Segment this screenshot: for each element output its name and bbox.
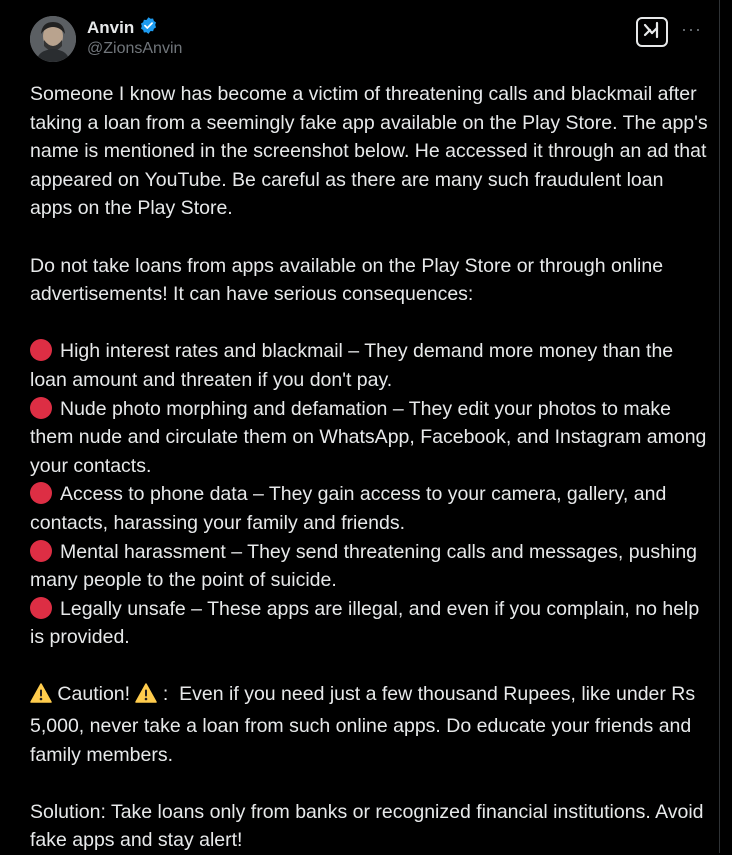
verified-badge-icon: [139, 16, 158, 40]
red-circle-icon: [30, 482, 52, 504]
more-icon: ···: [681, 19, 702, 39]
grok-icon: [642, 20, 662, 45]
author-handle[interactable]: @ZionsAnvin: [87, 40, 183, 57]
more-options-button[interactable]: [681, 20, 702, 38]
list-item: Access to phone data – They gain access to your camera, gallery, and contacts, harassing your family and friends.: [30, 483, 667, 534]
red-circle-icon: [30, 339, 52, 361]
list-item: High interest rates and blackmail – They demand more money than the loan amount and threaten if you don't pay.: [30, 340, 674, 391]
list-item: Nude photo morphing and defamation – They edit your photos to make them nude and circulate them on WhatsApp, Facebook, and Instagram among your contacts.: [30, 397, 707, 477]
red-circle-icon: [30, 540, 52, 562]
warning-icon: [135, 683, 157, 712]
post-text: [30, 80, 710, 855]
post-warning: Do not take loans from apps available on the Play Store or through online advertisements! It can have serious consequences:: [30, 254, 664, 306]
post-solution: Solution: Take loans only from banks or recognized financial institutions. Avoid fake apps and stay alert!: [30, 800, 704, 852]
grok-button[interactable]: [636, 17, 668, 47]
caution-separator: :: [157, 683, 180, 706]
post-intro: Someone I know has become a victim of threatening calls and blackmail after taking a loan from a seemingly fake app available on the Play Store. The app's name is mentioned in the screenshot below. He accessed it through an ad that appeared on YouTube. Be careful as there are many such fraudulent loan apps on the Play Store.: [30, 83, 708, 220]
list-item: Legally unsafe – These apps are illegal, and even if you complain, no help is provided.: [30, 597, 700, 649]
avatar[interactable]: [30, 16, 76, 62]
red-circle-icon: [30, 397, 52, 419]
caution-text: Even if you need just a few thousand Rupees, like under Rs 5,000, never take a loan from such online apps. Do educate your friends and family members.: [30, 683, 696, 766]
warning-icon: [30, 683, 52, 712]
list-item: Mental harassment – They send threatening calls and messages, pushing many people to the point of suicide.: [30, 540, 698, 592]
author-name-row[interactable]: [87, 16, 158, 40]
red-circle-icon: [30, 597, 52, 619]
author-name[interactable]: Anvin: [87, 18, 135, 37]
post-caution: [30, 680, 710, 769]
caution-label: Caution!: [57, 683, 131, 706]
